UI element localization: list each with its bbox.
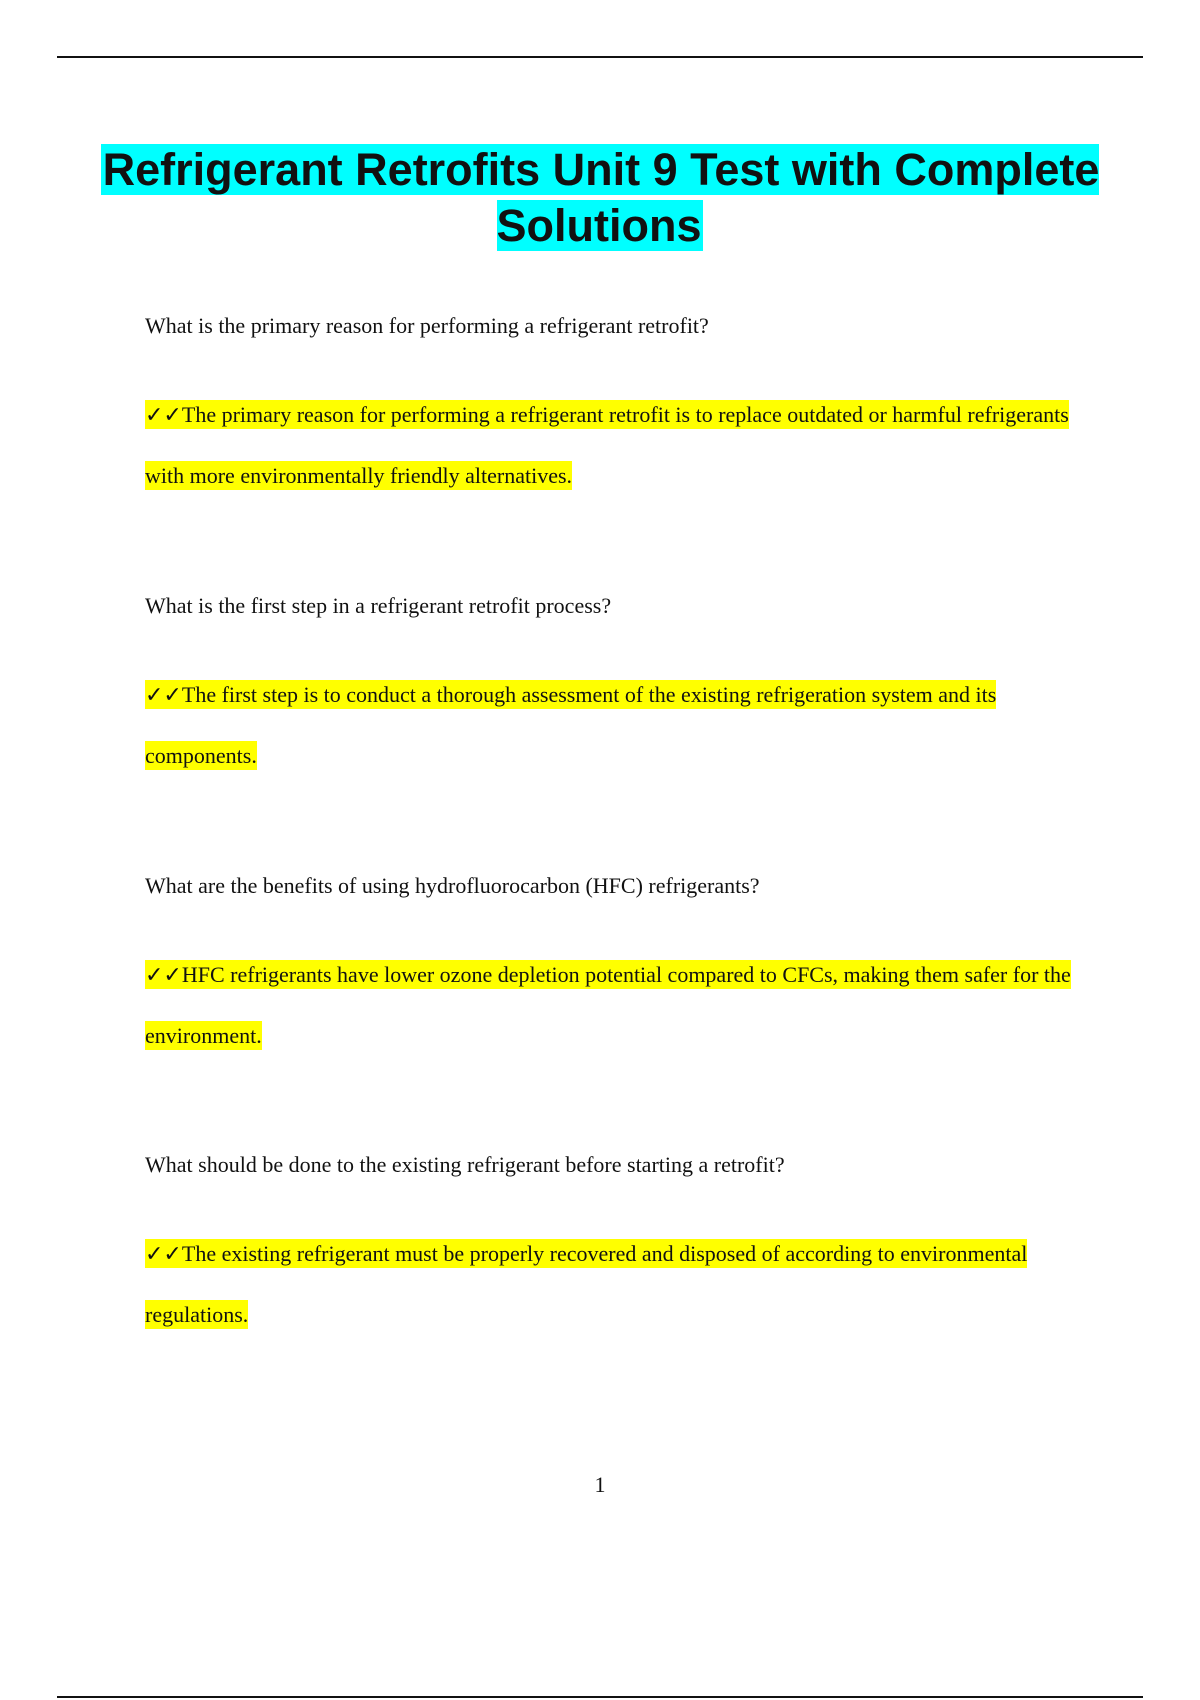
answer-text-4: The existing refrigerant must be properly recovered and disposed of according to environmental regulations. [145,1241,1028,1327]
answer-highlight-4 [145,1239,1027,1329]
qa-item-3 [145,871,1085,1066]
answer-text-1: The primary reason for performing a refrigerant retrofit is to replace outdated or harmful refrigerants with more environmentally friendly alternatives. [145,402,1069,488]
check-mark-icon: ✓✓ [145,1242,182,1267]
question-4: What should be done to the existing refrigerant before starting a retrofit? [145,1152,785,1177]
question-2: What is the first step in a refrigerant retrofit process? [145,593,612,618]
title-highlight: Refrigerant Retrofits Unit 9 Test with Complete Solutions [102,144,1100,251]
answer-highlight-2 [145,680,996,770]
answer-text-2: The first step is to conduct a thorough assessment of the existing refrigeration system and its components. [145,682,997,768]
bottom-rule [57,1696,1143,1698]
qa-item-4 [145,1150,1085,1345]
question-3: What are the benefits of using hydrofluorocarbon (HFC) refrigerants? [145,873,760,898]
check-mark-icon: ✓✓ [145,403,182,428]
check-mark-icon: ✓✓ [145,963,182,988]
document-title [0,142,1200,254]
top-rule [57,56,1143,58]
answer-4 [145,1224,1085,1345]
qa-item-2 [145,591,1085,786]
page-number: 1 [594,1472,606,1497]
answer-3 [145,945,1085,1066]
answer-highlight-3 [145,960,1071,1050]
check-mark-icon: ✓✓ [145,683,182,708]
answer-highlight-1 [145,400,1069,490]
answer-text-3: HFC refrigerants have lower ozone depletion potential compared to CFCs, making them safer for the environment. [145,962,1071,1048]
answer-2 [145,665,1085,786]
question-1: What is the primary reason for performing a refrigerant retrofit? [145,313,709,338]
answer-1 [145,385,1085,506]
qa-item-1 [145,311,1085,506]
